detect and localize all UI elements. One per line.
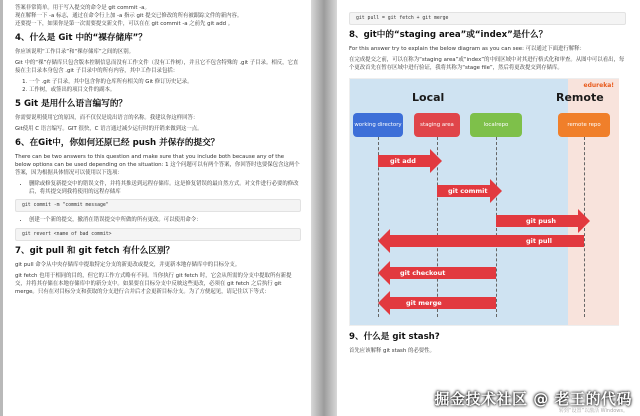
paragraph: 你需要说明使用它的原因，而不仅仅是说出语言的名称。我建议你这样回答： bbox=[15, 114, 199, 121]
bullet-list bbox=[15, 216, 301, 224]
paragraph: Git使用 C 语言编写。GIT 很快，C 语言通过减少运行时的开销来做到这一点。 bbox=[15, 125, 203, 132]
paragraph: git fetch 也用于相同的目的，但它的工作方式略有不同。当你执行 git fetch 时，它会从所需的分支中提取所有新提交，并将其存储在本地存储库中的新分支中。如果要在目标分支中反映这些更改，必须在 git fetch 之后执行 git merge。只有在对目标分支和获取的分支进行合并后才会更新目标分支。为了方便起见，请记住以下等式： bbox=[15, 272, 292, 295]
brand-logo: edureka! bbox=[583, 82, 614, 90]
paragraph: Git 中的“裸”存储库只包含版本控制信息而没有工作文件（没有工作树），并且它不包含特殊的 .git 子目录。相反，它直接在主目录本身包含 .git 子目录中的所有内容，其中工作目录包括： bbox=[15, 60, 299, 75]
bullet-list bbox=[15, 180, 301, 196]
local-label: Local bbox=[412, 91, 445, 105]
section-heading: 9、什么是 git stash? bbox=[349, 332, 440, 343]
section-heading: 7、git pull 和 git fetch 有什么区别？ bbox=[15, 245, 175, 256]
list-item: 1. 一个 .git 子目录，其中包含你的仓库所有相关的 Git 修订历史记录。 bbox=[29, 78, 301, 86]
git-checkout-label: git checkout bbox=[400, 269, 446, 278]
left-page bbox=[3, 0, 311, 416]
code-block: git commit -m "commit message" bbox=[15, 199, 301, 212]
section-heading: 4、什么是 Git 中的“裸存储库”？ bbox=[15, 33, 147, 44]
watermark: 掘金技术社区 @ 老王的代码 bbox=[434, 390, 632, 408]
intro-line: 答案非常简单。用于写入提交的命令是 git commit -a。 bbox=[15, 5, 150, 11]
git-staging-diagram bbox=[349, 78, 619, 326]
working-directory-node: working directory bbox=[353, 113, 403, 137]
arrows-layer bbox=[350, 79, 620, 327]
paragraph: 你应该说明“工作目录”和“裸存储库”之间的区别。 bbox=[15, 49, 134, 56]
git-pull-label: git pull bbox=[526, 237, 552, 246]
right-page bbox=[337, 0, 640, 416]
paragraph: 首先应该解释 git stash 的必要性。 bbox=[349, 348, 435, 355]
git-commit-label: git commit bbox=[448, 187, 488, 196]
list-item: • 创建一个新的提交，撤消在错误提交中所做的所有更改。可以使用命令： bbox=[29, 216, 301, 224]
paragraph: For this answer try to explain the below diagram as you can see: 可以通过下面进行解释： bbox=[349, 46, 585, 52]
code-block: git revert <name of bad commit> bbox=[15, 228, 301, 241]
windows-activation-text: 转到“设置”以激活 Windows。 bbox=[558, 408, 628, 414]
remote-repo-node: remote repo bbox=[558, 113, 610, 137]
git-merge-label: git merge bbox=[406, 299, 442, 308]
staging-area-node: staging area bbox=[414, 113, 460, 137]
git-pull-arrow bbox=[378, 229, 584, 253]
list-item: • 删除或修复新提交中的错误文件，并将其推送到远程存储库。这是修复错误的最自然方式。对文件进行必要的修改后，将其提交到我将使用的远程存储库 bbox=[29, 180, 301, 196]
git-add-label: git add bbox=[390, 157, 416, 166]
section-heading: 6、在Git中，你如何还原已经 push 并保存的提交？ bbox=[15, 137, 220, 148]
section-heading: 8、git中的“staging area”或“index”是什么？ bbox=[349, 30, 548, 40]
paragraph: 在完成提交之前，可以在称为“staging area”或“index”的中间区域中对其进行格式化和审查。从图中可以看出，每个更改首先在暂存区域中进行验证，我将其称为“stage file”，然后将更改提交到存储库。 bbox=[349, 57, 625, 72]
paragraph: There can be two answers to this question and make sure that you include both because any of the below options can be used depending on the situation: 1 这个问题可以有两个答案，你回答时也要保包含这两个答案，因为根据具体情况可以使用以下选项： bbox=[15, 153, 300, 177]
localrepo-node: localrepo bbox=[470, 113, 522, 137]
list-item: 2. 工作树，或签出的项目文件的副本。 bbox=[29, 86, 301, 94]
code-block: git pull = git fetch + git merge bbox=[349, 12, 626, 25]
git-push-label: git push bbox=[526, 217, 557, 226]
remote-label: Remote bbox=[556, 91, 604, 105]
intro-line: 现在解释一下 -a 标志，通过在命令行上加 -a 指示 git 提交已修改的所有被跟踪文件的新内容。 bbox=[15, 13, 243, 20]
section-heading: 5 Git 是用什么语言编写的？ bbox=[15, 98, 128, 109]
ordered-list bbox=[15, 78, 301, 94]
book-gutter bbox=[311, 0, 337, 416]
intro-line: 还要提一下，如果你是第一次需要提交新文件，可以在在 git commit -a 之前先 git add 。 bbox=[15, 21, 234, 28]
paragraph: git pull 命令从中央存储库中提取特定分支的新更改或提交，并更新本地存储库中的目标分支。 bbox=[15, 261, 241, 268]
